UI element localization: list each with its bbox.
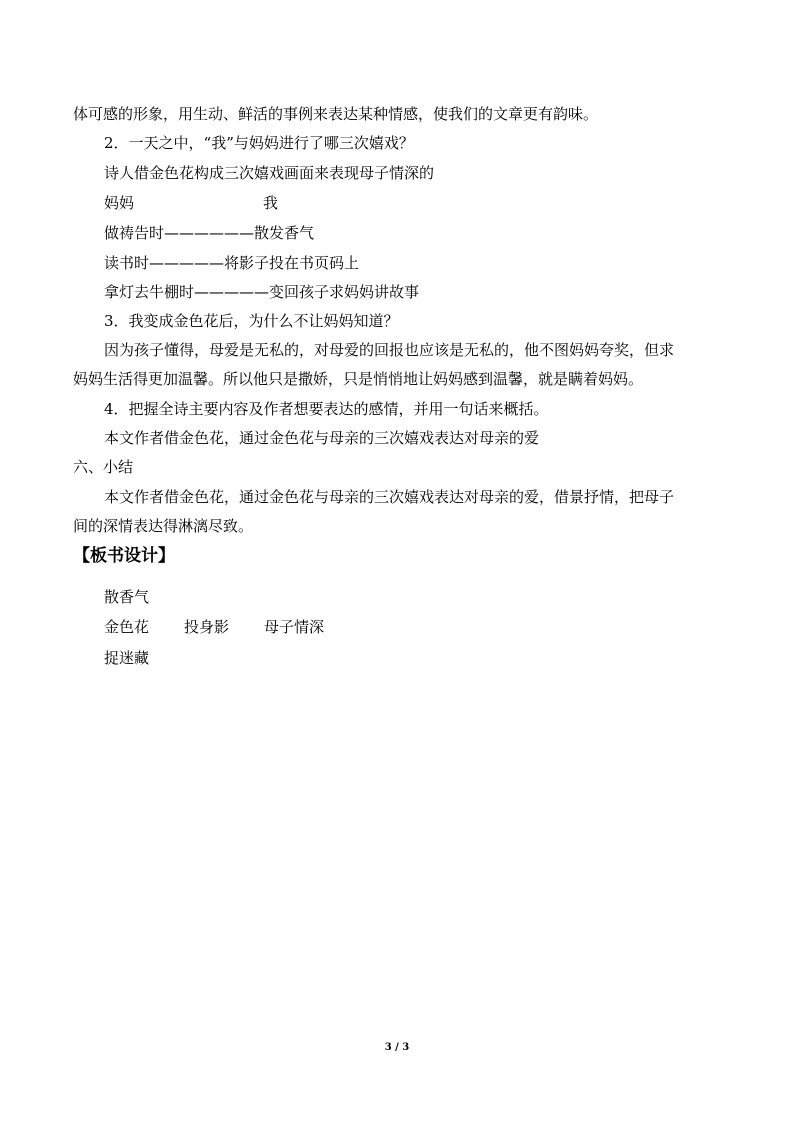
- text-line: 做祷告时——————散发香气: [104, 224, 315, 242]
- board-design-heading: 【板书设计】: [73, 546, 175, 566]
- question-2: 2．一天之中，“我”与妈妈进行了哪三次嬉戏？: [104, 134, 414, 152]
- question-3: 3．我变成金色花后，为什么不让妈妈知道？: [104, 312, 399, 330]
- column-label-mother: 妈妈: [104, 194, 135, 212]
- page-number: 3 / 3: [384, 1042, 410, 1053]
- section-heading-summary: 六、小结: [73, 458, 134, 476]
- text-line: 拿灯去牛棚时—————变回孩子求妈妈讲故事: [104, 283, 420, 301]
- text-line: 体可感的形象，用生动、鲜活的事例来表达某种情感，使我们的文章更有韵味。: [73, 105, 599, 123]
- text-line: 因为孩子懂得，母爱是无私的，对母爱的回报也应该是无私的，他不图妈妈夸奖，但求: [104, 341, 675, 359]
- board-item-center-right: 母子情深: [264, 618, 325, 636]
- question-4: 4．把握全诗主要内容及作者想要表达的感情，并用一句话来概括。: [104, 400, 549, 418]
- board-item-center-mid: 投身影: [184, 618, 230, 636]
- board-item-top: 散香气: [104, 588, 150, 606]
- text-line: 间的深情表达得淋漓尽致。: [73, 517, 254, 535]
- board-item-bottom: 捉迷藏: [104, 649, 150, 667]
- board-item-center-left: 金色花: [104, 618, 150, 636]
- text-line: 诗人借金色花构成三次嬉戏画面来表现母子情深的: [104, 164, 435, 182]
- column-label-me: 我: [263, 194, 279, 212]
- text-line: 读书时—————将影子投在书页码上: [104, 254, 360, 272]
- text-line: 妈妈生活得更加温馨。所以他只是撒娇，只是悄悄地让妈妈感到温馨，就是瞒着妈妈。: [73, 370, 644, 388]
- text-line: 本文作者借金色花，通过金色花与母亲的三次嬉戏表达对母亲的爱，借景抒情，把母子: [104, 488, 675, 506]
- text-line: 本文作者借金色花，通过金色花与母亲的三次嬉戏表达对母亲的爱: [104, 429, 540, 447]
